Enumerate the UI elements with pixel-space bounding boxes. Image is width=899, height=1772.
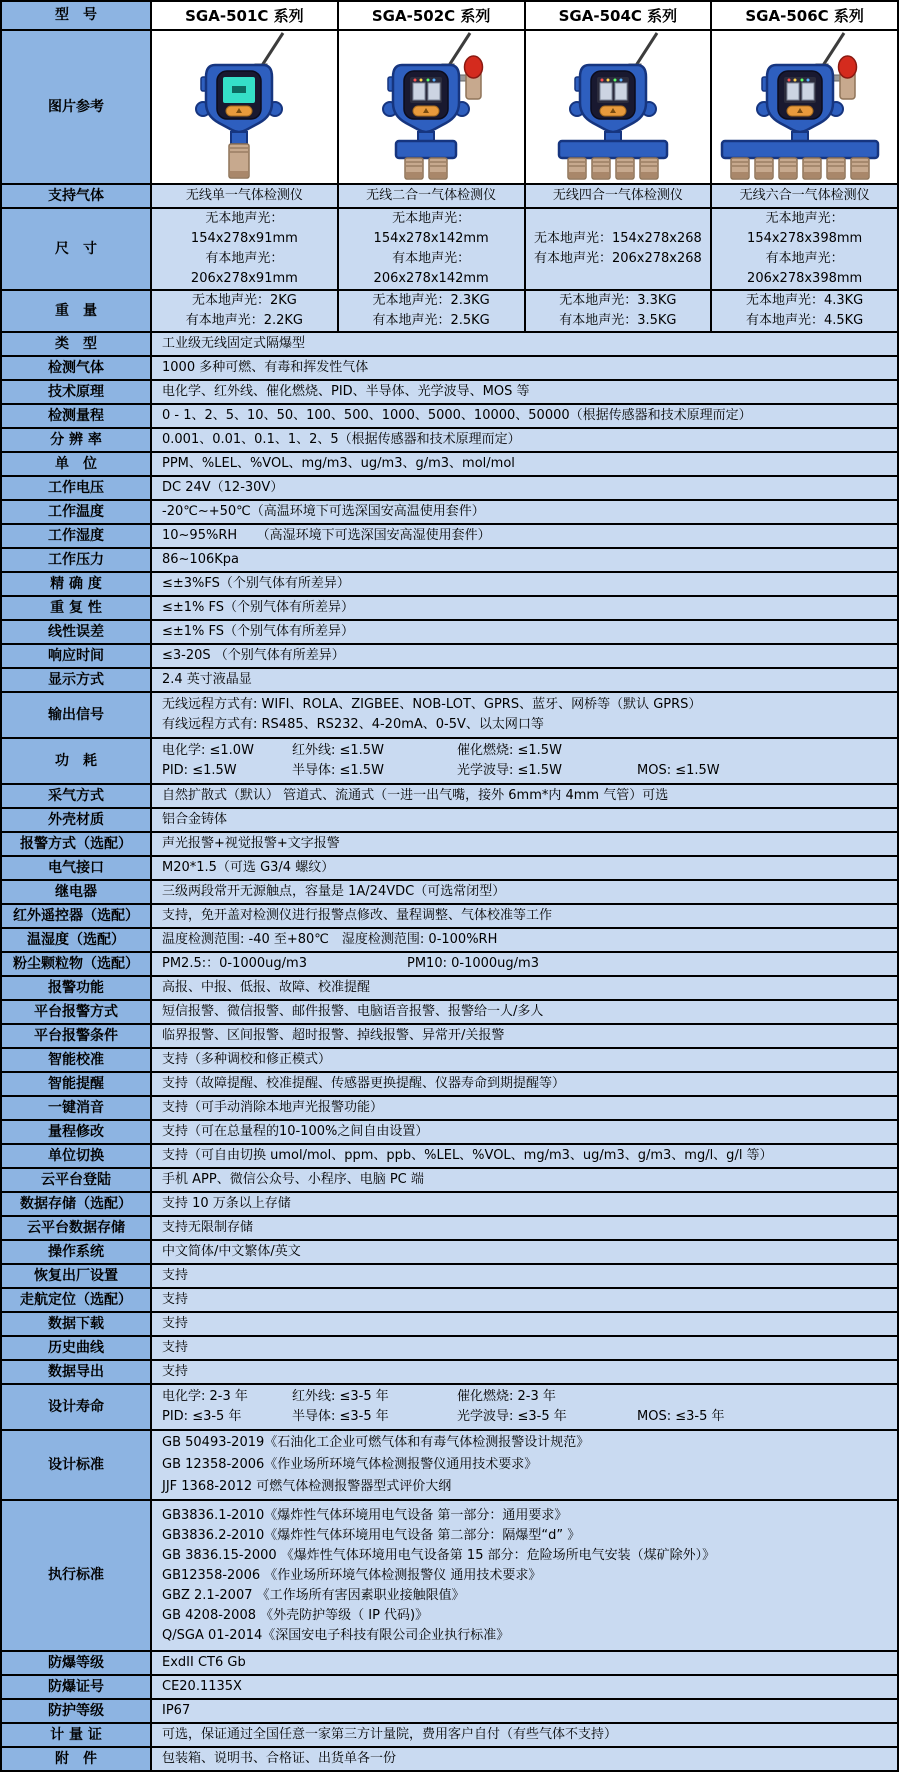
model-header-label: 型 号 (2, 2, 152, 29)
spec-row-value: 支持无限制存储 (152, 1217, 897, 1239)
product-image-sga502c (339, 31, 526, 183)
spec-row-label: 检测气体 (2, 357, 152, 379)
spec-row-label: 工作压力 (2, 549, 152, 571)
size-line: 无本地声光：154x278x268 (533, 231, 702, 246)
spec-row-value (152, 953, 897, 975)
spec-row (2, 357, 897, 381)
weight-line: 无本地声光：4.3KG (745, 293, 864, 308)
spec-row (2, 1700, 897, 1724)
spec-row-value: M20*1.5（可选 G3/4 螺纹） (152, 857, 897, 879)
spec-row-value: 支持，免开盖对检测仪进行报警点修改、量程调整、气体校准等工作 (152, 905, 897, 927)
spec-row (2, 1337, 897, 1361)
spec-row-columns (162, 954, 897, 974)
spec-row (2, 1724, 897, 1748)
spec-row-col-value: 催化燃烧: ≤1.5W (457, 743, 562, 758)
spec-row (2, 669, 897, 693)
size-line: 有本地声光：206x278x91mm (190, 251, 298, 286)
weight-sga501c (152, 291, 339, 331)
spec-row (2, 1652, 897, 1676)
spec-row (2, 1289, 897, 1313)
spec-row-value: 工业级无线固定式隔爆型 (152, 333, 897, 355)
gas-detector-2in1-icon (340, 31, 522, 181)
spec-row-value: 中文简体/中文繁体/英文 (152, 1241, 897, 1263)
spec-row-label: 设计标准 (2, 1431, 152, 1499)
support-gas-sga502c: 无线二合一气体检测仪 (339, 185, 526, 207)
spec-row-label: 历史曲线 (2, 1337, 152, 1359)
spec-row-col-value: MOS: ≤3-5 年 (637, 1409, 725, 1424)
spec-row-value: 温度检测范围: -40 至+80℃ 湿度检测范围: 0-100%RH (152, 929, 897, 951)
spec-row-line: GB3836.1-2010《爆炸性气体环境用电气设备 第一部分：通用要求》 (162, 1507, 568, 1523)
spec-row-label: 技术原理 (2, 381, 152, 403)
spec-row-line: JJF 1368-2012 可燃气体检测报警器型式评价大纲 (162, 1479, 452, 1494)
spec-row (2, 1313, 897, 1337)
spec-row-label: 操作系统 (2, 1241, 152, 1263)
spec-row-col-value: 光学波导: ≤1.5W (457, 763, 562, 778)
spec-row-label: 电气接口 (2, 857, 152, 879)
spec-row (2, 1265, 897, 1289)
spec-row-label: 设计寿命 (2, 1385, 152, 1429)
size-line: 有本地声光：206x278x268 (533, 251, 702, 266)
product-image-sga506c (712, 31, 897, 183)
spec-row-label: 温湿度（选配） (2, 929, 152, 951)
size-line: 有本地声光：206x278x398mm (747, 251, 863, 286)
spec-row (2, 905, 897, 929)
spec-row-label: 防护等级 (2, 1700, 152, 1722)
spec-row-value: 10~95%RH （高湿环境下可选深国安高湿使用套件） (152, 525, 897, 547)
spec-row-value: 2.4 英寸液晶显 (152, 669, 897, 691)
spec-row-label: 一键消音 (2, 1097, 152, 1119)
spec-row (2, 1385, 897, 1431)
spec-row (2, 453, 897, 477)
spec-row-col-value: 电化学: ≤1.0W (162, 743, 254, 758)
header-row (2, 2, 897, 31)
weight-line: 有本地声光：2.2KG (185, 313, 304, 328)
spec-row-columns (162, 1387, 897, 1407)
spec-row (2, 1001, 897, 1025)
spec-row-columns (162, 741, 897, 761)
spec-row (2, 809, 897, 833)
spec-row-label: 工作湿度 (2, 525, 152, 547)
spec-row-line: 无线远程方式有: WIFI、ROLA、ZIGBEE、NOB-LOT、GPRS、蓝牙、网桥等（默认 GPRS） (162, 697, 702, 712)
spec-row-value: 声光报警+视觉报警+文字报警 (152, 833, 897, 855)
spec-row-value: 短信报警、微信报警、邮件报警、电脑语音报警、报警给一人/多人 (152, 1001, 897, 1023)
support-gas-row (2, 185, 897, 209)
spec-row (2, 1241, 897, 1265)
spec-row-line: GB3836.2-2010《爆炸性气体环境用电气设备 第二部分：隔爆型“d” 》 (162, 1527, 581, 1543)
support-gas-sga501c: 无线单一气体检测仪 (152, 185, 339, 207)
spec-row-label: 数据下载 (2, 1313, 152, 1335)
spec-row-columns (162, 761, 897, 781)
spec-row-label: 计 量 证 (2, 1724, 152, 1746)
weight-row (2, 291, 897, 333)
size-line: 有本地声光：206x278x142mm (373, 251, 489, 286)
spec-row (2, 381, 897, 405)
spec-row-value: ≤±1% FS（个别气体有所差异） (152, 597, 897, 619)
spec-row-line: GB 12358-2006《作业场所环境气体检测报警仪通用技术要求》 (162, 1457, 538, 1472)
spec-row (2, 881, 897, 905)
spec-row-value: 支持（可手动消除本地声光报警功能） (152, 1097, 897, 1119)
weight-sga502c (339, 291, 526, 331)
spec-row-label: 云平台登陆 (2, 1169, 152, 1191)
spec-row-label: 外壳材质 (2, 809, 152, 831)
size-sga504c (526, 209, 713, 289)
weight-line: 无本地声光：3.3KG (559, 293, 677, 308)
size-line: 无本地声光：154x278x91mm (190, 211, 298, 246)
spec-row-label: 智能提醒 (2, 1073, 152, 1095)
spec-row-value: 临界报警、区间报警、超时报警、掉线报警、异常开/关报警 (152, 1025, 897, 1047)
spec-row-value: 支持 (152, 1337, 897, 1359)
spec-row-col-value: 红外线: ≤1.5W (292, 743, 384, 758)
spec-row-label: 智能校准 (2, 1049, 152, 1071)
spec-row-label: 工作电压 (2, 477, 152, 499)
spec-row-value: 支持 (152, 1265, 897, 1287)
spec-row (2, 405, 897, 429)
spec-row-value (152, 1431, 897, 1499)
spec-row-label: 分 辨 率 (2, 429, 152, 451)
spec-row (2, 929, 897, 953)
spec-row-line: GB 3836.15-2000 《爆炸性气体环境用电气设备第 15 部分：危险场所电气安装（煤矿除外）》 (162, 1547, 716, 1563)
spec-row-col-value: PID: ≤3-5 年 (162, 1409, 242, 1424)
spec-row-col-value: PM2.5:：0-1000ug/m3 (162, 956, 307, 971)
spec-row (2, 501, 897, 525)
spec-row-value: 高报、中报、低报、故障、校准提醒 (152, 977, 897, 999)
weight-label: 重 量 (2, 291, 152, 331)
spec-row-value: 手机 APP、微信公众号、小程序、电脑 PC 端 (152, 1169, 897, 1191)
spec-row-value: 支持 (152, 1313, 897, 1335)
spec-row-label: 恢复出厂设置 (2, 1265, 152, 1287)
spec-row-value: IP67 (152, 1700, 897, 1722)
spec-row-value: 0.001、0.01、0.1、1、2、5（根据传感器和技术原理而定） (152, 429, 897, 451)
spec-row-label: 类 型 (2, 333, 152, 355)
spec-row-label: 平台报警条件 (2, 1025, 152, 1047)
spec-row-value (152, 739, 897, 783)
weight-line: 有本地声光：3.5KG (559, 313, 677, 328)
model-name-sga502c: SGA-502C 系列 (339, 2, 526, 29)
spec-row (2, 857, 897, 881)
spec-row-value: ExdII CT6 Gb (152, 1652, 897, 1674)
spec-row-value: 可选，保证通过全国任意一家第三方计量院，费用客户自付（有些气体不支持） (152, 1724, 897, 1746)
image-row (2, 31, 897, 185)
model-name-sga504c: SGA-504C 系列 (526, 2, 713, 29)
spec-row-value: 支持（可在总量程的10-100%之间自由设置） (152, 1121, 897, 1143)
spec-row-value: PPM、%LEL、%VOL、mg/m3、ug/m3、g/m3、mol/mol (152, 453, 897, 475)
spec-row-value: 1000 多种可燃、有毒和挥发性气体 (152, 357, 897, 379)
spec-row-line: GBZ 2.1-2007 《工作场所有害因素职业接触限值》 (162, 1587, 465, 1603)
spec-row-col-value: MOS: ≤1.5W (637, 763, 720, 778)
spec-row-label: 数据存储（选配） (2, 1193, 152, 1215)
spec-row-col-value: 半导体: ≤1.5W (292, 763, 384, 778)
spec-row (2, 1193, 897, 1217)
spec-row-value: 支持 (152, 1361, 897, 1383)
spec-row (2, 953, 897, 977)
spec-row-columns (162, 1407, 897, 1427)
spec-row-value: 支持 10 万条以上存储 (152, 1193, 897, 1215)
spec-row-value: 包装箱、说明书、合格证、出货单各一份 (152, 1748, 897, 1770)
spec-row-value (152, 693, 897, 737)
spec-row (2, 1169, 897, 1193)
size-sga501c (152, 209, 339, 289)
spec-row-value: 三级两段常开无源触点，容量是 1A/24VDC（可选常闭型） (152, 881, 897, 903)
spec-row (2, 621, 897, 645)
spec-row-value: ≤±3%FS（个别气体有所差异） (152, 573, 897, 595)
spec-row-label: 走航定位（选配） (2, 1289, 152, 1311)
spec-row-line: GB 50493-2019《石油化工企业可燃气体和有毒气体检测报警设计规范》 (162, 1435, 590, 1450)
spec-row-value: 铝合金铸体 (152, 809, 897, 831)
gas-detector-single-icon (153, 31, 335, 181)
size-sga506c (712, 209, 897, 289)
spec-row-value: 支持（故障提醒、校准提醒、传感器更换提醒、仪器寿命到期提醒等） (152, 1073, 897, 1095)
spec-row (2, 597, 897, 621)
product-image-sga504c (526, 31, 713, 183)
model-name-sga506c: SGA-506C 系列 (712, 2, 897, 29)
spec-row (2, 477, 897, 501)
weight-sga504c (526, 291, 713, 331)
spec-row (2, 429, 897, 453)
spec-row-value: CE20.1135X (152, 1676, 897, 1698)
spec-row-label: 输出信号 (2, 693, 152, 737)
spec-row-label: 报警方式（选配） (2, 833, 152, 855)
spec-row-label: 红外遥控器（选配） (2, 905, 152, 927)
spec-row (2, 833, 897, 857)
spec-row-value: 0 - 1、2、5、10、50、100、500、1000、5000、10000、50000（根据传感器和技术原理而定） (152, 405, 897, 427)
gas-detector-6in1-icon (714, 31, 896, 181)
spec-row-label: 单 位 (2, 453, 152, 475)
gas-detector-4in1-icon (527, 31, 709, 181)
spec-row-col-value: 电化学: 2-3 年 (162, 1389, 248, 1404)
spec-row (2, 1073, 897, 1097)
spec-row-label: 防爆证号 (2, 1676, 152, 1698)
spec-row-col-value: 光学波导: ≤3-5 年 (457, 1409, 567, 1424)
spec-row (2, 1121, 897, 1145)
spec-row-label: 检测量程 (2, 405, 152, 427)
spec-row (2, 573, 897, 597)
spec-row-label: 功 耗 (2, 739, 152, 783)
weight-line: 无本地声光：2.3KG (372, 293, 490, 308)
spec-row-col-value: 红外线: ≤3-5 年 (292, 1389, 389, 1404)
spec-row-label: 重 复 性 (2, 597, 152, 619)
spec-row (2, 549, 897, 573)
spec-row-label: 继电器 (2, 881, 152, 903)
spec-row-value: 支持（多种调校和修正模式） (152, 1049, 897, 1071)
spec-row-value: 自然扩散式（默认） 管道式、流通式（一进一出气嘴，接外 6mm*内 4mm 气管）可选 (152, 785, 897, 807)
spec-row (2, 739, 897, 785)
size-sga502c (339, 209, 526, 289)
spec-row-value: 支持 (152, 1289, 897, 1311)
spec-row (2, 1049, 897, 1073)
spec-row-line: 有线远程方式有: RS485、RS232、4-20mA、0-5V、以太网口等 (162, 717, 544, 732)
image-row-label: 图片参考 (2, 31, 152, 183)
spec-row (2, 1361, 897, 1385)
size-line: 无本地声光：154x278x142mm (373, 211, 489, 246)
support-gas-label: 支持气体 (2, 185, 152, 207)
model-name-sga501c: SGA-501C 系列 (152, 2, 339, 29)
spec-row (2, 1097, 897, 1121)
spec-row (2, 333, 897, 357)
spec-row-label: 数据导出 (2, 1361, 152, 1383)
spec-row-label: 执行标准 (2, 1501, 152, 1650)
spec-row-value: DC 24V（12-30V） (152, 477, 897, 499)
support-gas-sga504c: 无线四合一气体检测仪 (526, 185, 713, 207)
spec-row-label: 平台报警方式 (2, 1001, 152, 1023)
spec-row-value: 支持（可自由切换 umol/mol、ppm、ppb、%LEL、%VOL、mg/m3、ug/m3、g/m3、mg/l、g/l 等） (152, 1145, 897, 1167)
support-gas-sga506c: 无线六合一气体检测仪 (712, 185, 897, 207)
spec-row (2, 525, 897, 549)
spec-row-col-value: 催化燃烧: 2-3 年 (457, 1389, 556, 1404)
spec-row (2, 1501, 897, 1652)
spec-row (2, 1748, 897, 1770)
spec-row-label: 响应时间 (2, 645, 152, 667)
spec-row-label: 采气方式 (2, 785, 152, 807)
spec-row (2, 785, 897, 809)
weight-sga506c (712, 291, 897, 331)
spec-row-col-value: 半导体: ≤3-5 年 (292, 1409, 389, 1424)
spec-row-label: 云平台数据存储 (2, 1217, 152, 1239)
spec-row-col-value: PID: ≤1.5W (162, 763, 237, 778)
spec-row-line: Q/SGA 01-2014《深国安电子科技有限公司企业执行标准》 (162, 1627, 510, 1643)
spec-row (2, 1431, 897, 1501)
weight-line: 有本地声光：2.5KG (372, 313, 490, 328)
spec-row-value: ≤3-20S （个别气体有所差异） (152, 645, 897, 667)
spec-row-label: 单位切换 (2, 1145, 152, 1167)
spec-row (2, 645, 897, 669)
spec-row-value: ≤±1% FS（个别气体有所差异） (152, 621, 897, 643)
spec-row-col-value: PM10: 0-1000ug/m3 (407, 956, 539, 971)
spec-row-value (152, 1501, 897, 1650)
spec-row-line: GB 4208-2008 《外壳防护等级（ IP 代码)》 (162, 1607, 429, 1623)
spec-row-value: -20℃~+50℃（高温环境下可选深国安高温使用套件） (152, 501, 897, 523)
spec-row-label: 量程修改 (2, 1121, 152, 1143)
spec-row (2, 1676, 897, 1700)
size-row (2, 209, 897, 291)
spec-row-label: 精 确 度 (2, 573, 152, 595)
size-label: 尺 寸 (2, 209, 152, 289)
spec-row-label: 粉尘颗粒物（选配） (2, 953, 152, 975)
spec-row-label: 报警功能 (2, 977, 152, 999)
spec-row (2, 977, 897, 1001)
spec-row (2, 693, 897, 739)
spec-row-label: 工作温度 (2, 501, 152, 523)
spec-row-value (152, 1385, 897, 1429)
spec-row-label: 附 件 (2, 1748, 152, 1770)
spec-row (2, 1217, 897, 1241)
weight-line: 有本地声光：4.5KG (745, 313, 864, 328)
size-line: 无本地声光：154x278x398mm (747, 211, 863, 246)
weight-line: 无本地声光：2KG (191, 293, 297, 308)
spec-row (2, 1145, 897, 1169)
spec-row-label: 防爆等级 (2, 1652, 152, 1674)
spec-row-value: 86~106Kpa (152, 549, 897, 571)
spec-row (2, 1025, 897, 1049)
spec-row-line: GB12358-2006 《作业场所环境气体检测报警仪 通用技术要求》 (162, 1567, 542, 1583)
product-image-sga501c (152, 31, 339, 183)
spec-row-label: 显示方式 (2, 669, 152, 691)
spec-row-label: 线性误差 (2, 621, 152, 643)
spec-row-value: 电化学、红外线、催化燃烧、PID、半导体、光学波导、MOS 等 (152, 381, 897, 403)
